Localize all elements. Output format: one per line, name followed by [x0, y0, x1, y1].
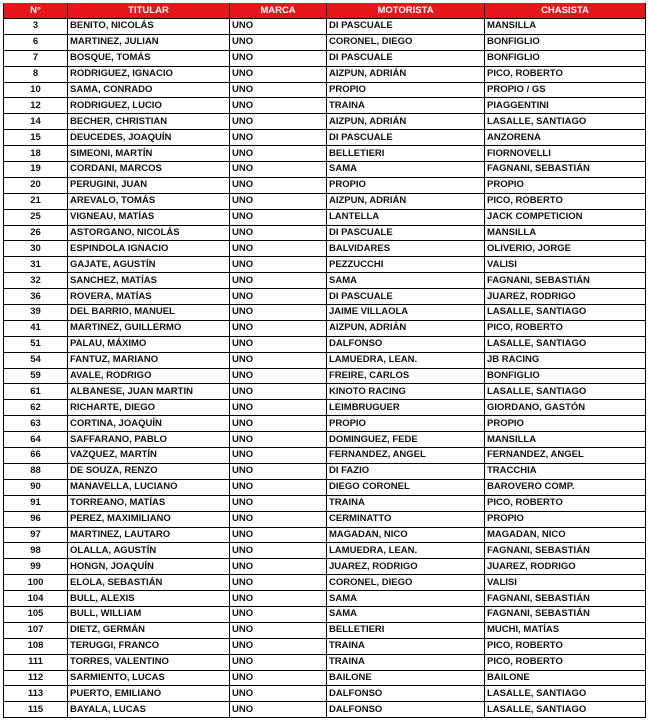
- table-row: [4, 416, 646, 432]
- cell-marca: UNO: [230, 670, 327, 686]
- cell-chasista: FIORNOVELLI: [485, 146, 646, 162]
- table-row: [4, 146, 646, 162]
- cell-motorista: BELLETIERI: [327, 622, 485, 638]
- cell-motorista: AIZPUN, ADRIÁN: [327, 66, 485, 82]
- cell-marca: UNO: [230, 352, 327, 368]
- cell-marca: UNO: [230, 448, 327, 464]
- cell-number: 30: [4, 241, 68, 257]
- table-row: [4, 702, 646, 718]
- cell-number: 105: [4, 606, 68, 622]
- cell-number: 115: [4, 702, 68, 718]
- cell-titular: ALBANESE, JUAN MARTIN: [68, 384, 230, 400]
- cell-titular: RODRIGUEZ, LUCIO: [68, 98, 230, 114]
- cell-motorista: AIZPUN, ADRIÁN: [327, 114, 485, 130]
- cell-marca: UNO: [230, 273, 327, 289]
- cell-motorista: AIZPUN, ADRIÁN: [327, 320, 485, 336]
- table-row: [4, 495, 646, 511]
- cell-chasista: PICO, ROBERTO: [485, 654, 646, 670]
- cell-motorista: DI FAZIO: [327, 463, 485, 479]
- cell-marca: UNO: [230, 50, 327, 66]
- cell-number: 104: [4, 591, 68, 607]
- cell-number: 20: [4, 177, 68, 193]
- table-row: [4, 559, 646, 575]
- cell-motorista: DALFONSO: [327, 336, 485, 352]
- cell-motorista: DALFONSO: [327, 702, 485, 718]
- cell-chasista: LASALLE, SANTIAGO: [485, 686, 646, 702]
- cell-titular: DE SOUZA, RENZO: [68, 463, 230, 479]
- cell-number: 39: [4, 305, 68, 321]
- table-row: [4, 193, 646, 209]
- cell-chasista: GIORDANO, GASTÓN: [485, 400, 646, 416]
- cell-chasista: BAILONE: [485, 670, 646, 686]
- cell-titular: SANCHEZ, MATÍAS: [68, 273, 230, 289]
- cell-number: 112: [4, 670, 68, 686]
- cell-marca: UNO: [230, 559, 327, 575]
- table-row: [4, 114, 646, 130]
- cell-number: 63: [4, 416, 68, 432]
- cell-marca: UNO: [230, 606, 327, 622]
- cell-chasista: PICO, ROBERTO: [485, 320, 646, 336]
- cell-titular: PALAU, MÁXIMO: [68, 336, 230, 352]
- cell-chasista: PICO, ROBERTO: [485, 66, 646, 82]
- cell-titular: FANTUZ, MARIANO: [68, 352, 230, 368]
- cell-marca: UNO: [230, 34, 327, 50]
- cell-number: 61: [4, 384, 68, 400]
- cell-marca: UNO: [230, 193, 327, 209]
- cell-motorista: LAMUEDRA, LEAN.: [327, 543, 485, 559]
- table-row: [4, 606, 646, 622]
- table-row: [4, 225, 646, 241]
- cell-marca: UNO: [230, 146, 327, 162]
- cell-number: 100: [4, 575, 68, 591]
- table-row: [4, 638, 646, 654]
- cell-chasista: MAGADAN, NICO: [485, 527, 646, 543]
- cell-motorista: TRAINA: [327, 638, 485, 654]
- cell-chasista: BAROVERO COMP.: [485, 479, 646, 495]
- cell-titular: CORTINA, JOAQUÍN: [68, 416, 230, 432]
- table-row: [4, 543, 646, 559]
- cell-motorista: CORONEL, DIEGO: [327, 575, 485, 591]
- cell-number: 3: [4, 19, 68, 35]
- cell-marca: UNO: [230, 162, 327, 178]
- cell-motorista: DOMINGUEZ, FEDE: [327, 432, 485, 448]
- cell-number: 97: [4, 527, 68, 543]
- cell-titular: PUERTO, EMILIANO: [68, 686, 230, 702]
- table-row: [4, 289, 646, 305]
- cell-motorista: SAMA: [327, 273, 485, 289]
- cell-titular: AVALE, RODRIGO: [68, 368, 230, 384]
- cell-titular: BULL, ALEXIS: [68, 591, 230, 607]
- cell-motorista: AIZPUN, ADRIÁN: [327, 193, 485, 209]
- cell-marca: UNO: [230, 654, 327, 670]
- cell-chasista: BONFIGLIO: [485, 368, 646, 384]
- cell-marca: UNO: [230, 225, 327, 241]
- cell-motorista: CORONEL, DIEGO: [327, 34, 485, 50]
- cell-number: 107: [4, 622, 68, 638]
- cell-titular: BAYALA, LUCAS: [68, 702, 230, 718]
- cell-motorista: DI PASCUALE: [327, 50, 485, 66]
- cell-titular: ESPINDOLA IGNACIO: [68, 241, 230, 257]
- cell-marca: UNO: [230, 130, 327, 146]
- cell-chasista: PROPIO: [485, 416, 646, 432]
- cell-chasista: MANSILLA: [485, 225, 646, 241]
- table-row: [4, 19, 646, 35]
- cell-number: 91: [4, 495, 68, 511]
- cell-marca: UNO: [230, 305, 327, 321]
- cell-titular: ASTORGANO, NICOLÁS: [68, 225, 230, 241]
- cell-chasista: ANZORENA: [485, 130, 646, 146]
- cell-motorista: DALFONSO: [327, 686, 485, 702]
- cell-number: 99: [4, 559, 68, 575]
- cell-marca: UNO: [230, 82, 327, 98]
- cell-titular: BENITO, NICOLÁS: [68, 19, 230, 35]
- cell-number: 32: [4, 273, 68, 289]
- cell-marca: UNO: [230, 686, 327, 702]
- table-row: [4, 336, 646, 352]
- cell-chasista: FERNANDEZ, ANGEL: [485, 448, 646, 464]
- table-row: [4, 241, 646, 257]
- table-row: [4, 257, 646, 273]
- cell-titular: RICHARTE, DIEGO: [68, 400, 230, 416]
- table-row: [4, 162, 646, 178]
- entries-table: [3, 3, 646, 718]
- cell-marca: UNO: [230, 702, 327, 718]
- cell-motorista: SAMA: [327, 606, 485, 622]
- cell-marca: UNO: [230, 543, 327, 559]
- cell-titular: OLALLA, AGUSTÍN: [68, 543, 230, 559]
- cell-chasista: PICO, ROBERTO: [485, 193, 646, 209]
- cell-chasista: MANSILLA: [485, 19, 646, 35]
- cell-motorista: LAMUEDRA, LEAN.: [327, 352, 485, 368]
- table-row: [4, 432, 646, 448]
- cell-motorista: JUAREZ, RODRIGO: [327, 559, 485, 575]
- cell-titular: RODRIGUEZ, IGNACIO: [68, 66, 230, 82]
- cell-motorista: TRAINA: [327, 495, 485, 511]
- cell-motorista: MAGADAN, NICO: [327, 527, 485, 543]
- cell-titular: VAZQUEZ, MARTÍN: [68, 448, 230, 464]
- header-chasista: CHASISTA: [485, 4, 646, 19]
- cell-chasista: FAGNANI, SEBASTIÁN: [485, 543, 646, 559]
- cell-number: 36: [4, 289, 68, 305]
- cell-titular: SAMA, CONRADO: [68, 82, 230, 98]
- cell-chasista: MANSILLA: [485, 432, 646, 448]
- cell-number: 59: [4, 368, 68, 384]
- cell-marca: UNO: [230, 479, 327, 495]
- cell-titular: DIETZ, GERMÁN: [68, 622, 230, 638]
- cell-titular: MARTINEZ, LAUTARO: [68, 527, 230, 543]
- cell-titular: BULL, WILLIAM: [68, 606, 230, 622]
- cell-marca: UNO: [230, 400, 327, 416]
- cell-titular: ROVERA, MATÍAS: [68, 289, 230, 305]
- cell-chasista: PROPIO: [485, 177, 646, 193]
- cell-number: 8: [4, 66, 68, 82]
- cell-motorista: FREIRE, CARLOS: [327, 368, 485, 384]
- cell-number: 26: [4, 225, 68, 241]
- cell-marca: UNO: [230, 320, 327, 336]
- cell-marca: UNO: [230, 527, 327, 543]
- cell-titular: SARMIENTO, LUCAS: [68, 670, 230, 686]
- cell-number: 88: [4, 463, 68, 479]
- cell-chasista: PICO, ROBERTO: [485, 638, 646, 654]
- cell-motorista: TRAINA: [327, 654, 485, 670]
- cell-marca: UNO: [230, 511, 327, 527]
- cell-chasista: LASALLE, SANTIAGO: [485, 114, 646, 130]
- cell-number: 98: [4, 543, 68, 559]
- cell-chasista: JACK COMPETICION: [485, 209, 646, 225]
- cell-titular: SAFFARANO, PABLO: [68, 432, 230, 448]
- table-row: [4, 98, 646, 114]
- cell-marca: UNO: [230, 209, 327, 225]
- cell-marca: UNO: [230, 19, 327, 35]
- table-row: [4, 591, 646, 607]
- cell-marca: UNO: [230, 257, 327, 273]
- table-row: [4, 384, 646, 400]
- table-row: [4, 622, 646, 638]
- cell-chasista: JUAREZ, RODRIGO: [485, 559, 646, 575]
- cell-titular: BOSQUE, TOMÁS: [68, 50, 230, 66]
- cell-motorista: DI PASCUALE: [327, 130, 485, 146]
- cell-number: 113: [4, 686, 68, 702]
- cell-motorista: TRAINA: [327, 98, 485, 114]
- cell-chasista: VALISI: [485, 257, 646, 273]
- cell-motorista: DI PASCUALE: [327, 19, 485, 35]
- cell-chasista: LASALLE, SANTIAGO: [485, 702, 646, 718]
- table-body: [4, 19, 646, 718]
- cell-titular: TORREANO, MATÍAS: [68, 495, 230, 511]
- table-row: [4, 352, 646, 368]
- cell-motorista: PROPIO: [327, 177, 485, 193]
- table-row: [4, 50, 646, 66]
- cell-chasista: BONFIGLIO: [485, 34, 646, 50]
- cell-marca: UNO: [230, 241, 327, 257]
- cell-chasista: JUAREZ, RODRIGO: [485, 289, 646, 305]
- cell-motorista: FERNANDEZ, ANGEL: [327, 448, 485, 464]
- cell-motorista: LANTELLA: [327, 209, 485, 225]
- cell-motorista: DI PASCUALE: [327, 289, 485, 305]
- cell-marca: UNO: [230, 177, 327, 193]
- cell-number: 12: [4, 98, 68, 114]
- cell-marca: UNO: [230, 591, 327, 607]
- cell-titular: TERUGGI, FRANCO: [68, 638, 230, 654]
- cell-motorista: BELLETIERI: [327, 146, 485, 162]
- table-row: [4, 320, 646, 336]
- header-number: N°: [4, 4, 68, 19]
- cell-chasista: FAGNANI, SEBASTIÁN: [485, 162, 646, 178]
- cell-chasista: LASALLE, SANTIAGO: [485, 384, 646, 400]
- cell-number: 41: [4, 320, 68, 336]
- cell-marca: UNO: [230, 416, 327, 432]
- table-row: [4, 82, 646, 98]
- cell-chasista: PICO, ROBERTO: [485, 495, 646, 511]
- cell-titular: GAJATE, AGUSTÍN: [68, 257, 230, 273]
- cell-number: 108: [4, 638, 68, 654]
- cell-number: 66: [4, 448, 68, 464]
- cell-marca: UNO: [230, 384, 327, 400]
- cell-chasista: PROPIO / GS: [485, 82, 646, 98]
- cell-chasista: PROPIO: [485, 511, 646, 527]
- cell-number: 64: [4, 432, 68, 448]
- table-row: [4, 575, 646, 591]
- cell-number: 21: [4, 193, 68, 209]
- header-titular: TITULAR: [68, 4, 230, 19]
- cell-titular: SIMEONI, MARTÍN: [68, 146, 230, 162]
- cell-chasista: FAGNANI, SEBASTIÁN: [485, 606, 646, 622]
- cell-marca: UNO: [230, 463, 327, 479]
- cell-motorista: SAMA: [327, 162, 485, 178]
- cell-motorista: CERMINATTO: [327, 511, 485, 527]
- cell-titular: BECHER, CHRISTIAN: [68, 114, 230, 130]
- table-row: [4, 654, 646, 670]
- table-row: [4, 130, 646, 146]
- cell-chasista: TRACCHIA: [485, 463, 646, 479]
- cell-titular: DEL BARRIO, MANUEL: [68, 305, 230, 321]
- cell-marca: UNO: [230, 432, 327, 448]
- table-row: [4, 463, 646, 479]
- cell-titular: MARTINEZ, GUILLERMO: [68, 320, 230, 336]
- cell-titular: DEUCEDES, JOAQUÍN: [68, 130, 230, 146]
- table-row: [4, 686, 646, 702]
- cell-chasista: MUCHI, MATÍAS: [485, 622, 646, 638]
- cell-motorista: BALVIDARES: [327, 241, 485, 257]
- table-row: [4, 209, 646, 225]
- table-row: [4, 511, 646, 527]
- cell-number: 62: [4, 400, 68, 416]
- table-row: [4, 448, 646, 464]
- table-row: [4, 368, 646, 384]
- cell-marca: UNO: [230, 495, 327, 511]
- cell-number: 18: [4, 146, 68, 162]
- cell-motorista: PEZZUCCHI: [327, 257, 485, 273]
- table-row: [4, 34, 646, 50]
- header-row: [4, 4, 646, 19]
- cell-number: 96: [4, 511, 68, 527]
- cell-number: 54: [4, 352, 68, 368]
- cell-number: 14: [4, 114, 68, 130]
- cell-chasista: PIAGGENTINI: [485, 98, 646, 114]
- table-row: [4, 273, 646, 289]
- cell-marca: UNO: [230, 114, 327, 130]
- cell-marca: UNO: [230, 289, 327, 305]
- cell-chasista: LASALLE, SANTIAGO: [485, 336, 646, 352]
- cell-motorista: JAIME VILLAOLA: [327, 305, 485, 321]
- cell-titular: TORRES, VALENTINO: [68, 654, 230, 670]
- cell-motorista: KINOTO RACING: [327, 384, 485, 400]
- cell-chasista: FAGNANI, SEBASTIÁN: [485, 591, 646, 607]
- cell-number: 15: [4, 130, 68, 146]
- cell-chasista: BONFIGLIO: [485, 50, 646, 66]
- cell-motorista: BAILONE: [327, 670, 485, 686]
- cell-chasista: OLIVERIO, JORGE: [485, 241, 646, 257]
- table-row: [4, 670, 646, 686]
- cell-titular: CORDANI, MARCOS: [68, 162, 230, 178]
- cell-chasista: JB RACING: [485, 352, 646, 368]
- cell-marca: UNO: [230, 638, 327, 654]
- table-row: [4, 400, 646, 416]
- cell-marca: UNO: [230, 336, 327, 352]
- cell-chasista: VALISI: [485, 575, 646, 591]
- cell-titular: MANAVELLA, LUCIANO: [68, 479, 230, 495]
- cell-titular: ELOLA, SEBASTIÁN: [68, 575, 230, 591]
- table-row: [4, 177, 646, 193]
- cell-motorista: SAMA: [327, 591, 485, 607]
- cell-marca: UNO: [230, 575, 327, 591]
- cell-number: 90: [4, 479, 68, 495]
- table-row: [4, 66, 646, 82]
- cell-titular: HONGN, JOAQUÍN: [68, 559, 230, 575]
- cell-number: 51: [4, 336, 68, 352]
- cell-chasista: FAGNANI, SEBASTIÁN: [485, 273, 646, 289]
- cell-number: 31: [4, 257, 68, 273]
- table-row: [4, 527, 646, 543]
- cell-motorista: PROPIO: [327, 416, 485, 432]
- cell-titular: MARTINEZ, JULIAN: [68, 34, 230, 50]
- cell-titular: PEREZ, MAXIMILIANO: [68, 511, 230, 527]
- cell-titular: AREVALO, TOMÁS: [68, 193, 230, 209]
- cell-marca: UNO: [230, 98, 327, 114]
- cell-motorista: LEIMBRUGUER: [327, 400, 485, 416]
- cell-titular: PERUGINI, JUAN: [68, 177, 230, 193]
- cell-number: 25: [4, 209, 68, 225]
- table-row: [4, 305, 646, 321]
- cell-number: 10: [4, 82, 68, 98]
- cell-number: 7: [4, 50, 68, 66]
- header-marca: MARCA: [230, 4, 327, 19]
- cell-motorista: DIEGO CORONEL: [327, 479, 485, 495]
- cell-number: 19: [4, 162, 68, 178]
- cell-number: 6: [4, 34, 68, 50]
- cell-marca: UNO: [230, 66, 327, 82]
- table-row: [4, 479, 646, 495]
- cell-titular: VIGNEAU, MATÍAS: [68, 209, 230, 225]
- cell-number: 111: [4, 654, 68, 670]
- cell-marca: UNO: [230, 368, 327, 384]
- cell-motorista: DI PASCUALE: [327, 225, 485, 241]
- header-motorista: MOTORISTA: [327, 4, 485, 19]
- cell-marca: UNO: [230, 622, 327, 638]
- cell-motorista: PROPIO: [327, 82, 485, 98]
- cell-chasista: LASALLE, SANTIAGO: [485, 305, 646, 321]
